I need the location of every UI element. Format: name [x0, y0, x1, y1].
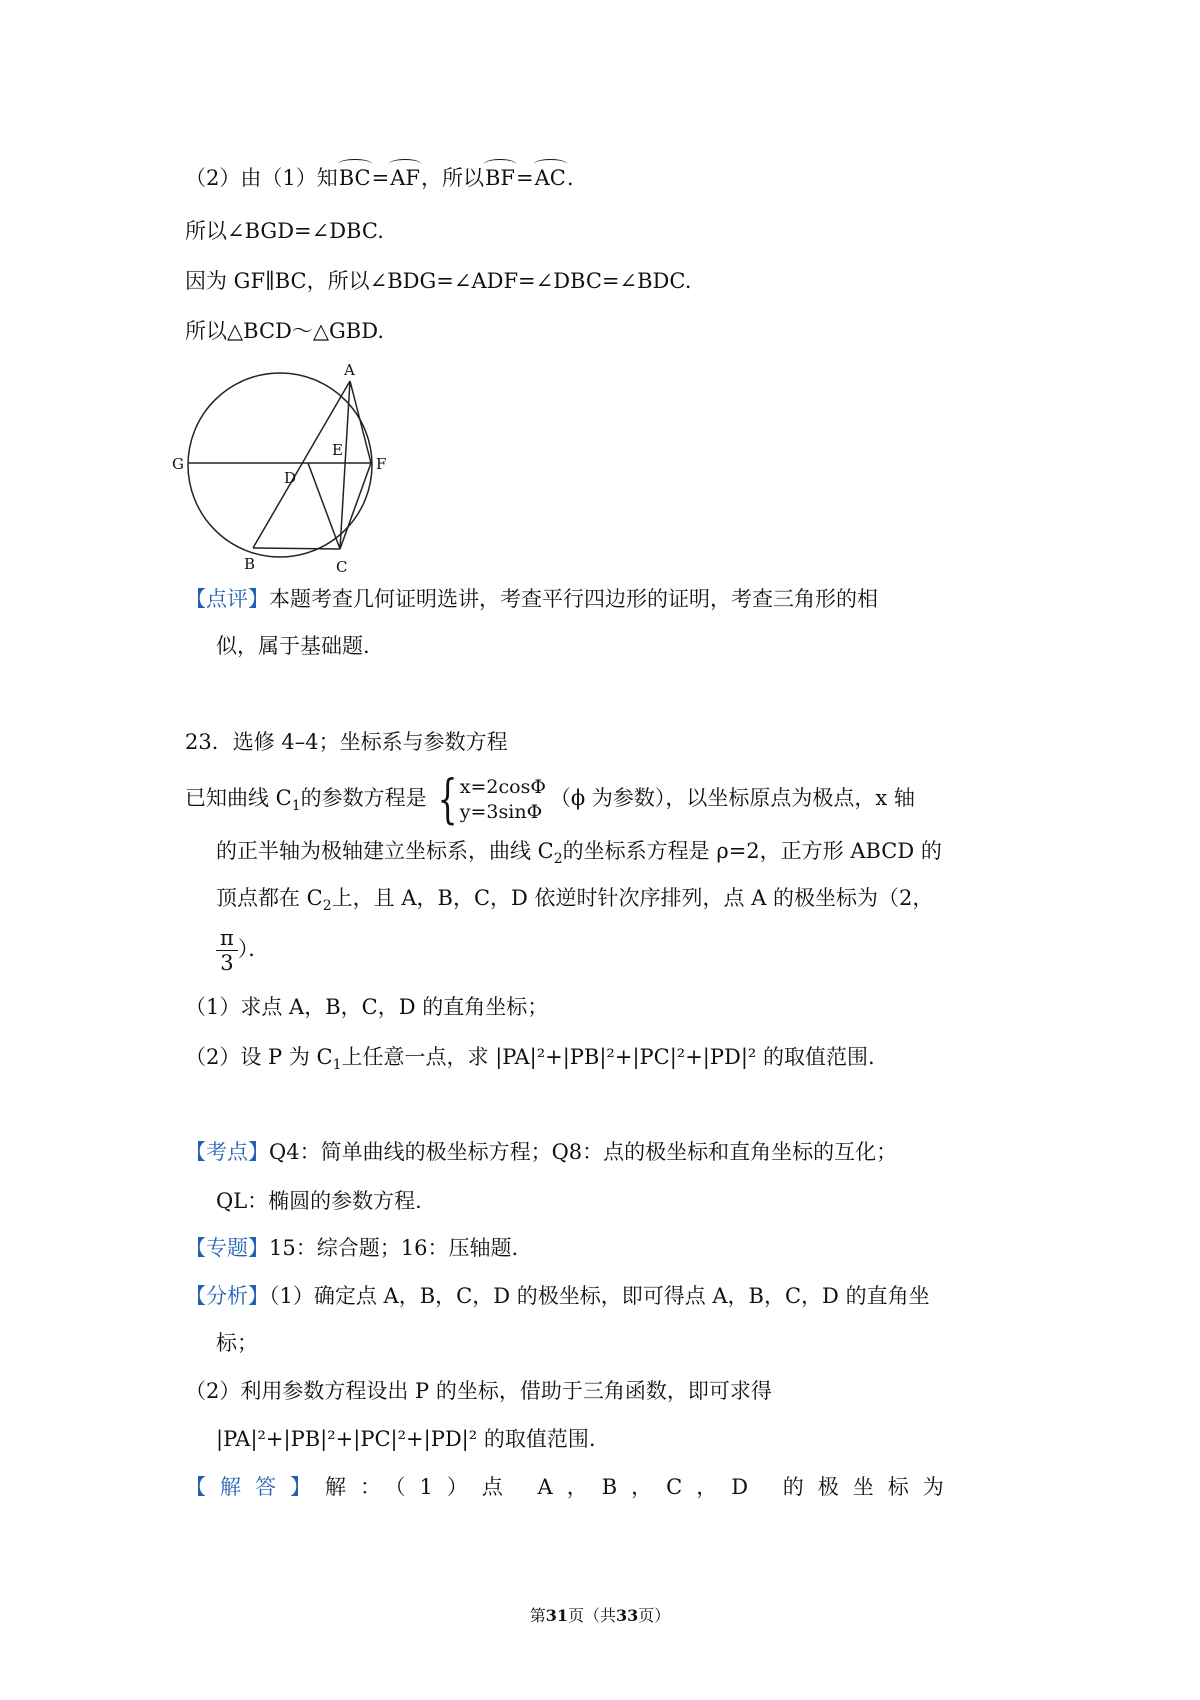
segment-af	[350, 381, 371, 463]
problem-title: 23．选修 4–4；坐标系与参数方程	[185, 730, 508, 754]
footer-text: 第	[529, 1606, 546, 1625]
equals-sign: =	[371, 166, 390, 190]
equals-sign: =	[516, 166, 534, 190]
fenxi-line2: 标；	[216, 1331, 258, 1355]
question-2	[185, 1042, 875, 1080]
subscript: 1	[332, 1057, 342, 1073]
label-d: D	[284, 469, 297, 487]
solution-part2-line3: 因为 GF∥BC，所以∠BDG=∠ADF=∠DBC=∠BDC.	[185, 269, 692, 293]
segment-dc	[308, 463, 340, 549]
fenxi-tag: 【分析】	[185, 1284, 269, 1308]
text-span: 顶点都在 C	[216, 886, 323, 910]
text-span: （2）由（1）知	[185, 166, 338, 190]
geometry-figure	[172, 355, 420, 580]
jieda-text: 解：（1）点 A，B，C，D 的极坐标为	[325, 1475, 958, 1499]
solution-part2-line2: 所以∠BGD=∠DBC.	[185, 219, 384, 243]
comment-line1	[185, 584, 878, 614]
problem-line1	[185, 769, 915, 832]
arc-af: AF	[389, 163, 421, 193]
zhuanti-line	[185, 1233, 518, 1263]
label-f: F	[376, 455, 387, 473]
text-span: 的参数方程是	[300, 786, 427, 810]
text-span: 已知曲线 C	[185, 786, 292, 810]
text-span: 的正半轴为极轴建立坐标系，曲线 C	[216, 839, 554, 863]
text-span: 上，且 A，B，C，D 依逆时针次序排列，点 A 的极坐标为（2，	[331, 886, 934, 910]
text-span: 的坐标系方程是 ρ=2，正方形 ABCD 的	[562, 839, 942, 863]
kaodian-line2: QL：椭圆的参数方程.	[216, 1189, 422, 1213]
zhuanti-tag: 【专题】	[185, 1236, 269, 1260]
arc-bc: BC	[338, 163, 372, 193]
kaodian-text: Q4：简单曲线的极坐标方程；Q8：点的极坐标和直角坐标的互化；	[269, 1140, 898, 1164]
arc-ac: AC	[534, 163, 567, 193]
denominator: 3	[220, 951, 234, 975]
text-span: ，所以	[420, 166, 484, 190]
footer-text: 页）	[638, 1606, 671, 1625]
text-span: （2）设 P 为 C	[185, 1045, 333, 1069]
numerator: π	[216, 926, 238, 951]
problem-line4	[216, 923, 269, 975]
subscript: 1	[291, 798, 301, 814]
problem-line3	[216, 883, 933, 921]
fenxi-line1	[185, 1281, 930, 1311]
page-footer	[0, 1603, 1200, 1626]
text-span: ）．	[237, 937, 270, 961]
fenxi-line4: |PA|²+|PB|²+|PC|²+|PD|² 的取值范围.	[216, 1427, 596, 1451]
label-e: E	[332, 441, 343, 459]
kaodian-tag: 【考点】	[185, 1140, 269, 1164]
equations	[460, 775, 546, 825]
fraction-pi-over-3	[216, 926, 238, 975]
total-pages: 33	[616, 1606, 639, 1625]
equation-x: x=2cosΦ	[459, 775, 546, 798]
period: .	[566, 166, 574, 190]
parametric-system	[431, 769, 546, 830]
solution-part2-line1	[185, 163, 574, 193]
text-span: 上任意一点，求 |PA|²+|PB|²+|PC|²+|PD|² 的取值范围.	[341, 1045, 875, 1069]
subscript: 2	[322, 898, 332, 914]
label-g: G	[172, 455, 184, 473]
solution-part2-line4: 所以△BCD～△GBD.	[185, 319, 384, 343]
equation-y: y=3sinΦ	[459, 800, 543, 823]
label-b: B	[244, 555, 256, 573]
jieda-tag: 【解答】	[185, 1475, 325, 1499]
subscript: 2	[553, 851, 563, 867]
label-c: C	[336, 558, 348, 576]
comment-tag: 【点评】	[185, 587, 269, 611]
fenxi-text: （1）确定点 A，B，C，D 的极坐标，即可得点 A，B，C，D 的直角坐	[269, 1284, 930, 1308]
jieda-line	[185, 1472, 958, 1502]
segment-bc	[253, 548, 340, 549]
comment-text: 本题考查几何证明选讲，考查平行四边形的证明，考查三角形的相	[269, 587, 878, 611]
fenxi-line3: （2）利用参数方程设出 P 的坐标，借助于三角函数，即可求得	[185, 1379, 772, 1403]
problem-line2	[216, 836, 942, 874]
zhuanti-text: 15：综合题；16：压轴题.	[269, 1236, 519, 1260]
kaodian-line1	[185, 1137, 897, 1167]
footer-text: 页（共	[567, 1606, 616, 1625]
comment-line2: 似，属于基础题.	[216, 634, 370, 658]
question-1: （1）求点 A，B，C，D 的直角坐标；	[185, 995, 549, 1019]
label-a: A	[344, 361, 355, 379]
arc-bf: BF	[484, 163, 516, 193]
left-brace: {	[437, 769, 458, 830]
segment-ab	[253, 381, 350, 548]
text-span: （ϕ 为参数），以坐标原点为极点，x 轴	[549, 786, 915, 810]
page-number: 31	[545, 1606, 568, 1625]
